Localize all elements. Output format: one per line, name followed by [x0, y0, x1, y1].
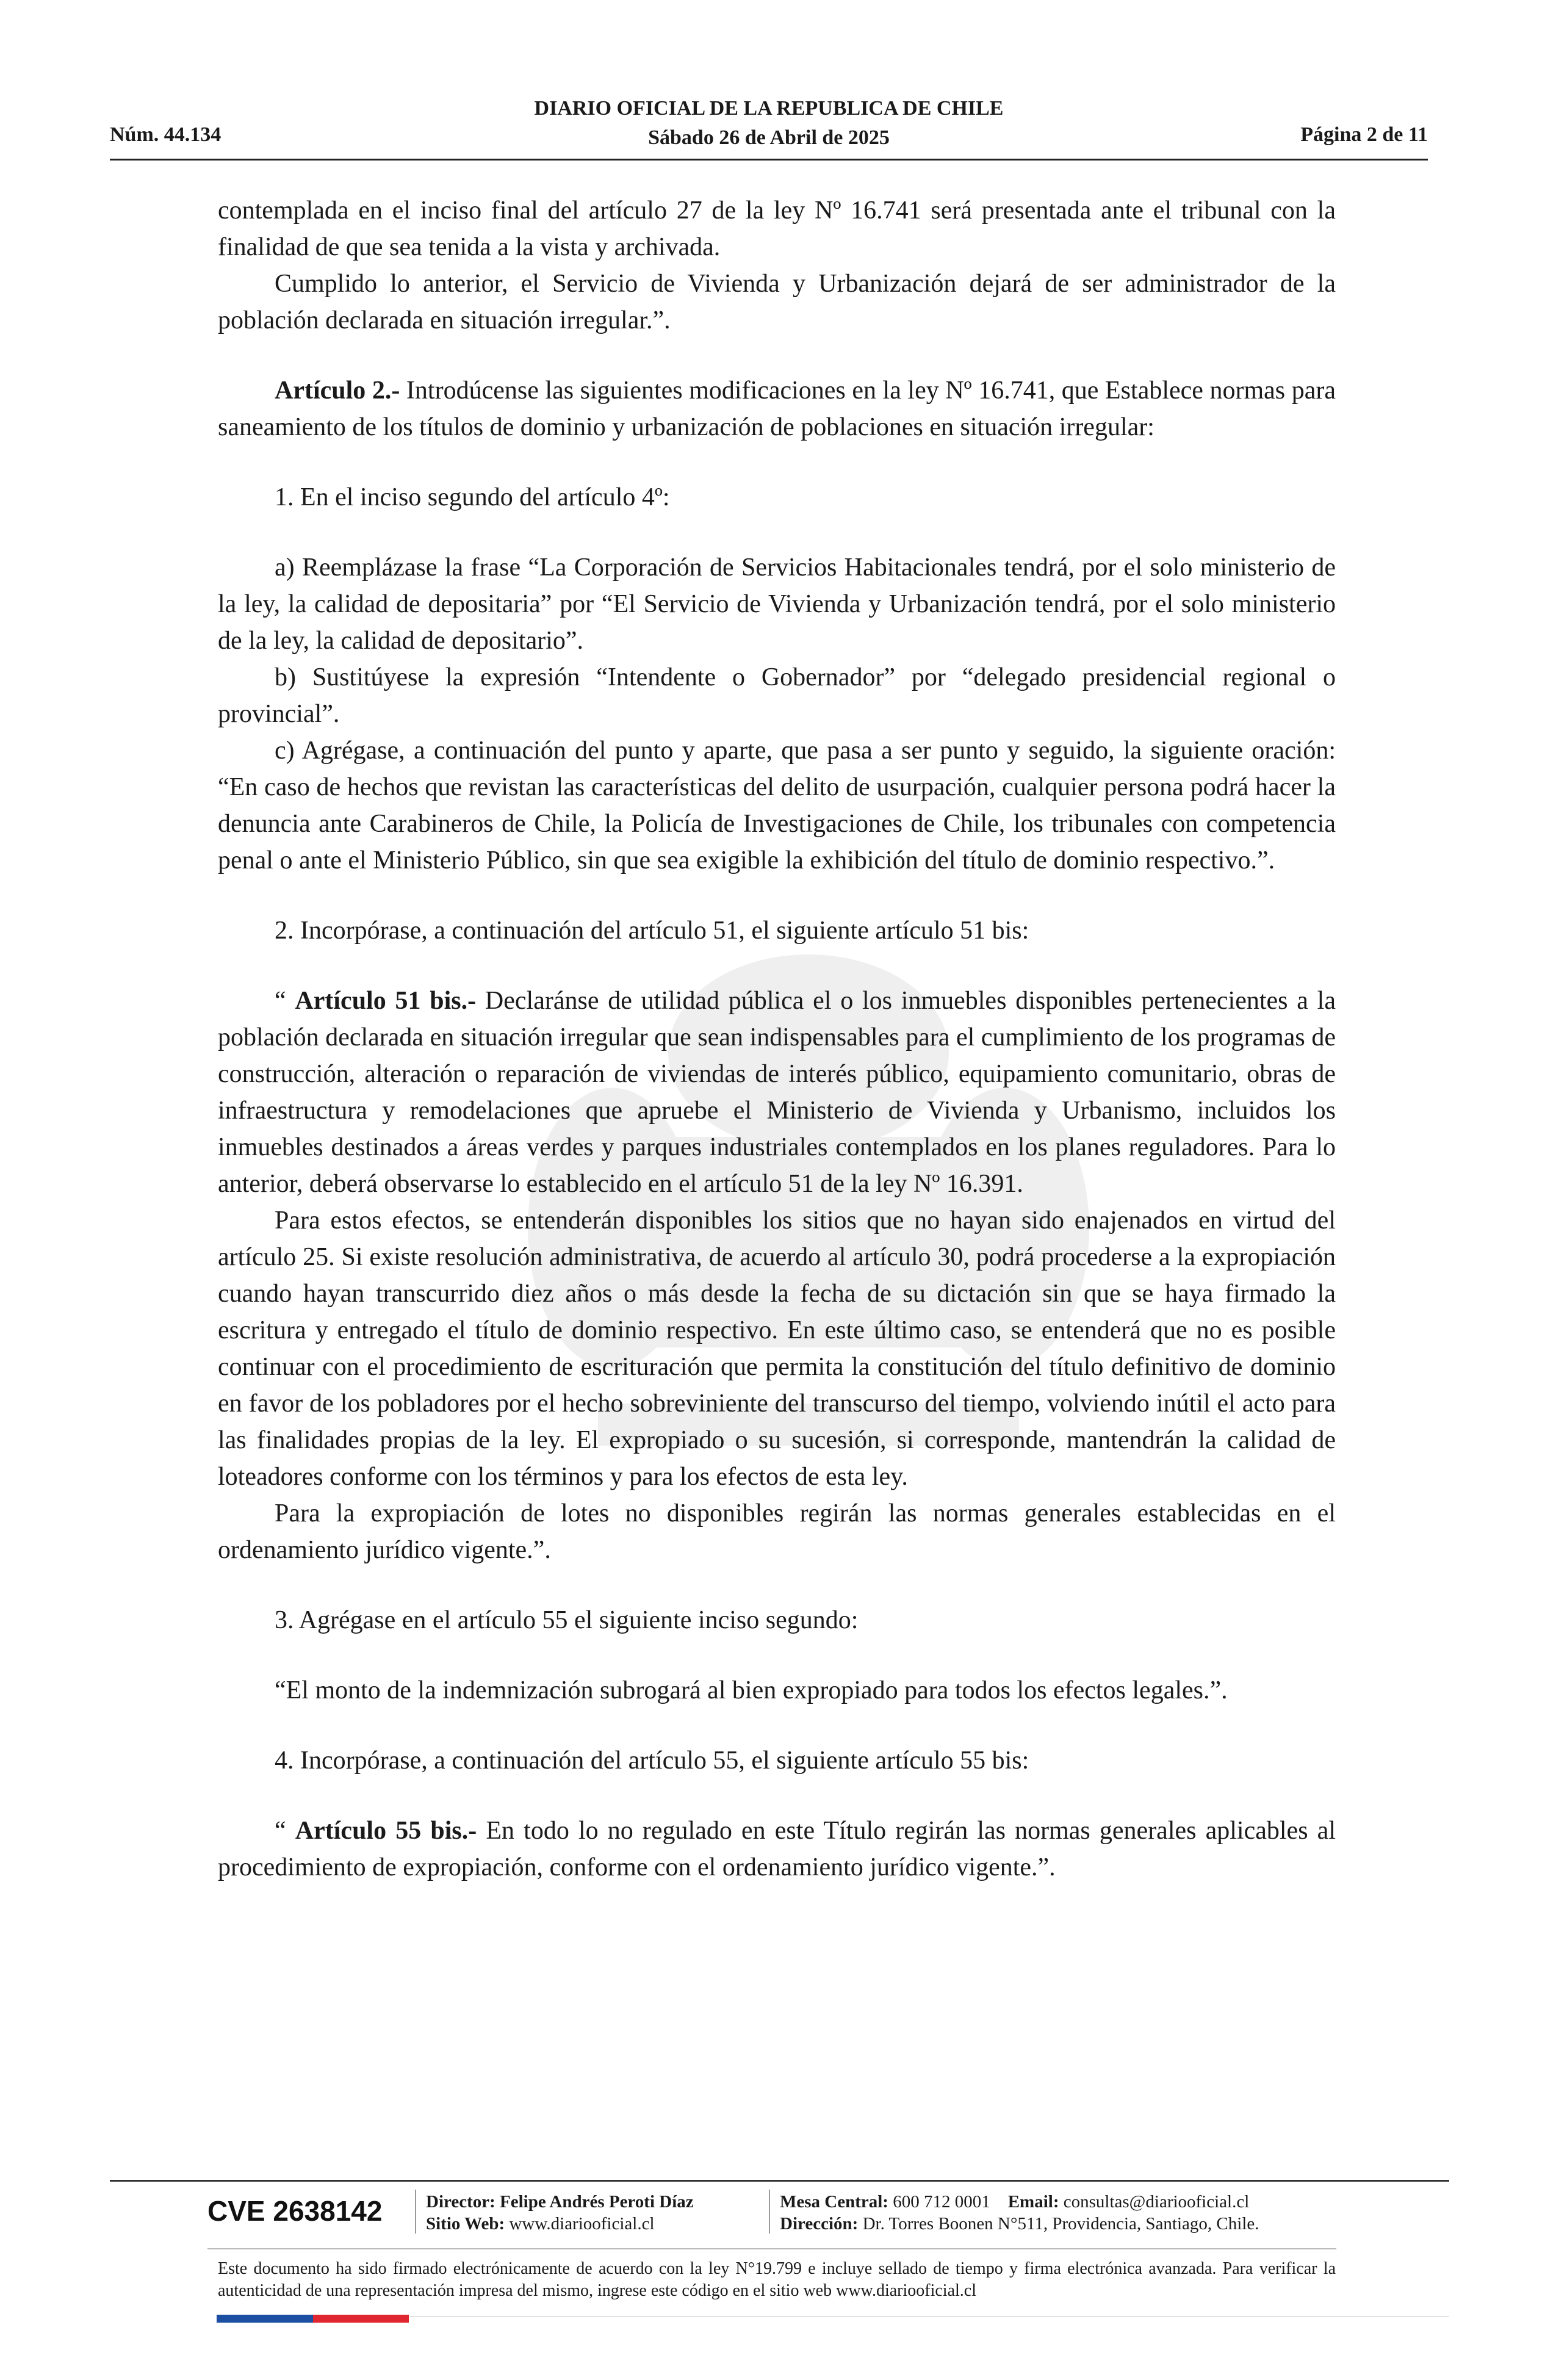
paragraph: Para la expropiación de lotes no disponibles regirán las normas generales establecidas en el ordenamiento jurídico vigente.”.: [218, 1499, 1336, 1564]
paragraph: “El monto de la indemnización subrogará al bien expropiado para todos los efectos legales.”.: [275, 1676, 1228, 1704]
paragraph: contemplada en el inciso final del artículo 27 de la ley Nº 16.741 será presentada ante el tribunal con la finalidad de que sea tenida a la vista y archivada.: [218, 197, 1336, 261]
open-quote: “: [275, 987, 295, 1015]
address-label: Dirección:: [780, 2214, 859, 2234]
red-bar: [313, 2315, 409, 2323]
list-subitem: b) Sustitúyese la expresión “Intendente o Gobernador” por “delegado presidencial regional o provincial”.: [218, 663, 1336, 728]
list-subitem: a) Reemplázase la frase “La Corporación de Servicios Habitacionales tendrá, por el solo ministerio de la ley, la calidad de depositaria” por “El Servicio de Vivienda y Urbanización tendrá, por el solo ministerio de la ley, la calidad de depositario”.: [218, 554, 1336, 655]
blue-bar: [217, 2315, 313, 2323]
website-link[interactable]: www.diariooficial.cl: [505, 2214, 655, 2234]
publication-title: DIARIO OFICIAL DE LA REPUBLICA DE CHILE: [534, 97, 1004, 120]
email-label: Email:: [1007, 2192, 1059, 2212]
publication-date: Sábado 26 de Abril de 2025: [648, 126, 890, 149]
paragraph: Cumplido lo anterior, el Servicio de Vivienda y Urbanización dejará de ser administrador de la población declarada en situación irregular.”.: [218, 270, 1336, 334]
phone-number: 600 712 0001: [888, 2192, 990, 2212]
director-label: Director:: [426, 2192, 495, 2212]
open-quote: “: [275, 1817, 295, 1845]
article-label: Artículo 2.-: [275, 377, 400, 405]
article-2: [218, 372, 1336, 445]
article-55-bis: [218, 1812, 1336, 1886]
footer-divider: [110, 2180, 1449, 2182]
address: Dr. Torres Boonen N°511, Providencia, Santiago, Chile.: [858, 2214, 1259, 2234]
footer-inner-divider: [207, 2248, 1336, 2249]
footer-director-block: [426, 2191, 694, 2235]
footer-separator: [769, 2190, 770, 2234]
website-label: Sitio Web:: [426, 2214, 505, 2234]
list-item: 3. Agrégase en el artículo 55 el siguiente inciso segundo:: [275, 1606, 859, 1634]
phone-label: Mesa Central:: [780, 2192, 888, 2212]
article-text: Declaránse de utilidad pública el o los inmuebles disponibles pertenecientes a la población declarada en situación irregular que sean indispensables para el cumplimiento de los programas de construcción, alteración o reparación de viviendas de interés público, equipamiento comunitario, obras de infraestructura y remodelaciones que apruebe el Ministerio de Vivienda y Urbanismo, incluidos los inmuebles destinados a áreas verdes y parques industriales contemplados en los planes reguladores. Para lo anterior, deberá observarse lo establecido en el artículo 51 de la ley Nº 16.391.: [218, 987, 1336, 1198]
article-51-bis: [218, 983, 1336, 1202]
article-label: Artículo 55 bis.-: [295, 1817, 477, 1845]
header-center: [110, 94, 1428, 153]
paragraph: Para estos efectos, se entenderán disponibles los sitios que no hayan sido enajenados en virtud del artículo 25. Si existe resolución administrativa, de acuerdo al artículo 30, podrá procederse a la expropiación cuando hayan transcurrido diez años o más desde la fecha de su dictación sin que se haya firmado la escritura y entregado el título de dominio respectivo. En este último caso, se entenderá que no es posible continuar con el procedimiento de escrituración que permita la constitución del título definitivo de dominio en favor de los pobladores por el hecho sobreviniente del transcurso del tiempo, volviendo inútil el acto para las finalidades propias de la ley. El expropiado o su sucesión, si corresponde, mantendrán la calidad de loteadores conforme con los términos y para los efectos de esta ley.: [218, 1206, 1336, 1491]
flag-color-bar: [217, 2315, 409, 2323]
list-item: 1. En el inciso segundo del artículo 4º:: [275, 483, 670, 511]
footer-contact-block: [780, 2191, 1259, 2235]
document-body: [218, 192, 1336, 1886]
footer-separator: [415, 2190, 416, 2234]
article-text: Introdúcense las siguientes modificaciones en la ley Nº 16.741, que Establece normas para saneamiento de los títulos de dominio y urbanización de poblaciones en situación irregular:: [218, 377, 1336, 441]
list-item: 2. Incorpórase, a continuación del artículo 51, el siguiente artículo 51 bis:: [275, 917, 1029, 945]
legal-notice: Este documento ha sido firmado electrónicamente de acuerdo con la ley N°19.799 e incluye sellado de tiempo y firma electrónica avanzada. Para verificar la autenticidad de una representación impresa del mismo, ingrese este código en el sitio web www.diariooficial.cl: [218, 2259, 1336, 2300]
director-name: Felipe Andrés Peroti Díaz: [495, 2192, 694, 2212]
issue-number: Núm. 44.134: [110, 123, 222, 146]
article-label: Artículo 51 bis.-: [295, 987, 477, 1015]
page-number: Página 2 de 11: [1300, 123, 1428, 146]
list-subitem: c) Agrégase, a continuación del punto y aparte, que pasa a ser punto y seguido, la siguiente oración: “En caso de hechos que revistan las características del delito de usurpación, cualquier persona podrá hacer la denuncia ante Carabineros de Chile, la Policía de Investigaciones de Chile, los tribunales con competencia penal o ante el Ministerio Público, sin que sea exigible la exhibición del título de dominio respectivo.”.: [218, 737, 1336, 874]
list-item: 4. Incorpórase, a continuación del artículo 55, el siguiente artículo 55 bis:: [275, 1747, 1029, 1775]
page-header: [110, 92, 1428, 160]
article-text: En todo lo no regulado en este Título regirán las normas generales aplicables al procedimiento de expropiación, conforme con el ordenamiento jurídico vigente.”.: [218, 1817, 1336, 1881]
email-link[interactable]: consultas@diariooficial.cl: [1059, 2192, 1250, 2212]
cve-code: CVE 2638142: [207, 2195, 383, 2227]
